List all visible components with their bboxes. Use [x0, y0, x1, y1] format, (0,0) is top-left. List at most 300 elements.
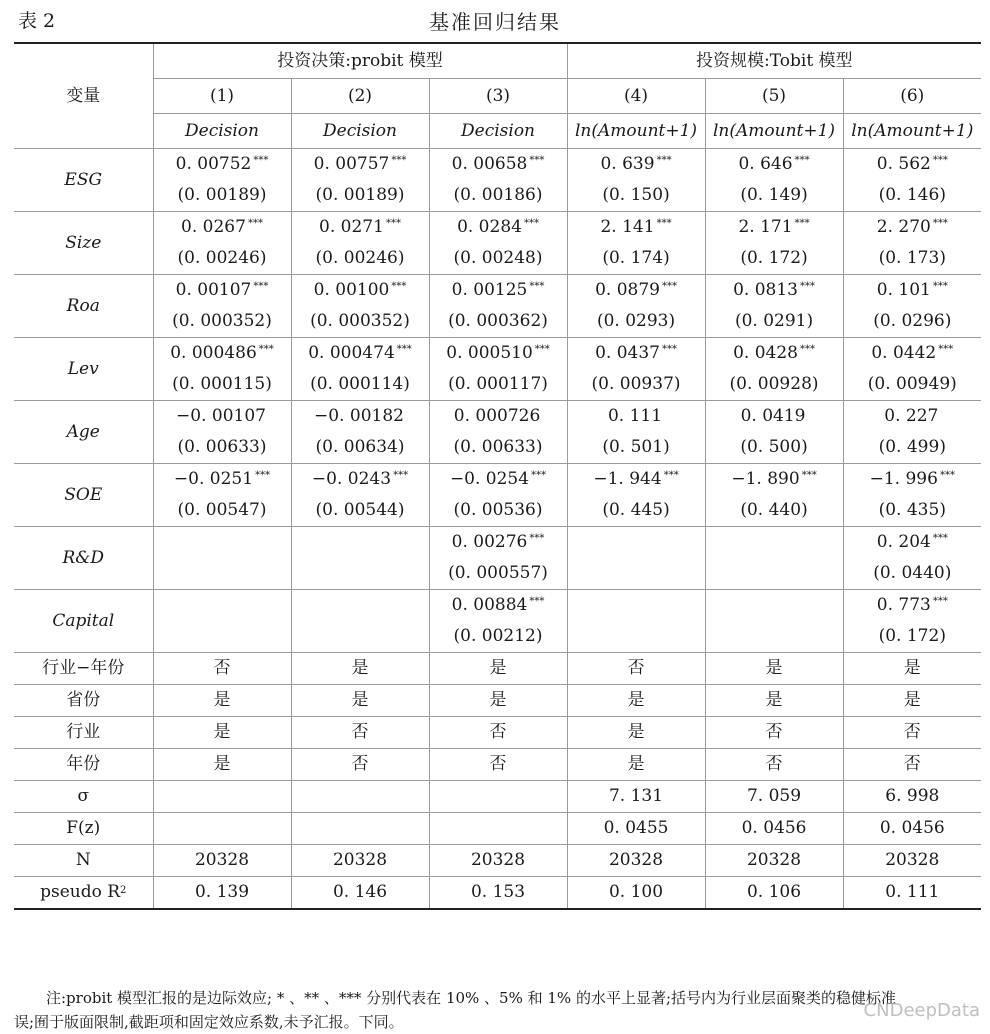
standard-error: (0. 00189)	[315, 185, 405, 205]
coefficient-value: 0. 000486	[170, 343, 257, 363]
estimate-cell	[567, 275, 705, 338]
coefficient-value: 0. 0437	[595, 343, 660, 363]
fixed-effect-value: 是	[291, 685, 429, 717]
estimate-cell	[843, 527, 981, 590]
coefficient	[844, 149, 982, 180]
coefficient	[430, 464, 567, 495]
coefficient-value: 0. 111	[607, 406, 663, 426]
standard-error: (0. 172)	[740, 248, 808, 268]
statistic-value: 0. 111	[843, 877, 981, 910]
significance-stars: ***	[656, 155, 672, 166]
coefficient	[568, 606, 705, 637]
standard-error: (0. 0440)	[873, 563, 952, 583]
significance-stars: ***	[531, 470, 547, 481]
statistic-value	[291, 781, 429, 813]
estimate-cell	[429, 212, 567, 275]
row-label	[14, 877, 153, 910]
fixed-effect-value: 否	[705, 717, 843, 749]
estimate-cell	[843, 464, 981, 527]
statistic-value: 0. 0456	[705, 813, 843, 845]
note-line-2: 误;囿于版面限制,截距项和固定效应系数,未予汇报。下同。	[14, 1013, 404, 1031]
coefficient	[844, 590, 982, 621]
coefficient	[154, 606, 291, 637]
table-row	[14, 590, 981, 653]
significance-stars: ***	[656, 218, 672, 229]
estimate-cell	[705, 338, 843, 401]
fixed-effect-value: 是	[153, 685, 291, 717]
header-row-numbers	[14, 79, 981, 114]
coefficient-value: 0. 0442	[871, 343, 937, 363]
coefficient-value: 0. 639	[600, 154, 655, 174]
dependent-variable: Decision	[153, 114, 291, 149]
statistic-label-superscript: 2	[120, 885, 127, 896]
fixed-effect-value: 否	[153, 653, 291, 685]
standard-error: (0. 00544)	[315, 500, 405, 520]
fixed-effect-value: 是	[567, 717, 705, 749]
significance-stars: ***	[932, 596, 948, 607]
standard-error: (0. 435)	[878, 500, 946, 520]
row-label	[14, 813, 153, 845]
coefficient	[568, 212, 705, 243]
statistic-label: N	[75, 850, 91, 870]
significance-stars: ***	[529, 281, 545, 292]
estimate-cell	[567, 527, 705, 590]
fixed-effect-value: 是	[705, 685, 843, 717]
standard-error: (0. 00937)	[591, 374, 681, 394]
coefficient-value: 0. 0267	[181, 217, 246, 237]
significance-stars: ***	[247, 218, 263, 229]
significance-stars: ***	[932, 155, 948, 166]
coefficient-value: 0. 562	[876, 154, 931, 174]
standard-error: (0. 0296)	[873, 311, 952, 331]
regression-table	[14, 42, 981, 910]
statistic-value: 20328	[291, 845, 429, 877]
standard-error: (0. 00536)	[453, 500, 543, 520]
estimate-cell	[153, 464, 291, 527]
coefficient	[706, 606, 843, 637]
header-row-depvars	[14, 114, 981, 149]
coefficient-value: −0. 00182	[314, 406, 404, 426]
estimate-cell	[291, 590, 429, 653]
statistic-value: 20328	[153, 845, 291, 877]
significance-stars: ***	[939, 470, 955, 481]
standard-error: (0. 499)	[878, 437, 946, 457]
significance-stars: ***	[258, 344, 274, 355]
coefficient-value: −0. 0243	[311, 469, 392, 489]
coefficient	[706, 338, 843, 369]
header-row-groups	[14, 43, 981, 79]
fixed-effect-value: 是	[567, 685, 705, 717]
table-row	[14, 338, 981, 401]
standard-error: (0. 500)	[740, 437, 808, 457]
coefficient	[292, 606, 429, 637]
estimate-cell	[291, 464, 429, 527]
variable-name: ESG	[14, 149, 153, 212]
coefficient	[706, 401, 843, 432]
estimate-cell	[567, 464, 705, 527]
coefficient-value: −0. 00107	[176, 406, 266, 426]
coefficient-value: 0. 0419	[740, 406, 806, 426]
estimate-cell	[843, 149, 981, 212]
coefficient	[430, 527, 567, 558]
coefficient	[430, 401, 567, 432]
coefficient	[430, 212, 567, 243]
coefficient	[430, 275, 567, 306]
standard-error: (0. 00949)	[867, 374, 957, 394]
statistic-value: 0. 0455	[567, 813, 705, 845]
coefficient-value: −1. 996	[869, 469, 938, 489]
significance-stars: ***	[523, 218, 539, 229]
coefficient-value: 0. 00125	[451, 280, 528, 300]
coefficient-value: 0. 0879	[595, 280, 660, 300]
significance-stars: ***	[253, 281, 269, 292]
estimate-cell	[153, 212, 291, 275]
coefficient	[844, 338, 982, 369]
statistic-value: 7. 131	[567, 781, 705, 813]
statistic-label: pseudo R	[40, 882, 121, 902]
coefficient	[292, 464, 429, 495]
coefficient	[292, 543, 429, 574]
coefficient-value: 2. 270	[876, 217, 931, 237]
significance-stars: ***	[661, 281, 677, 292]
row-label: 省份	[14, 685, 153, 717]
significance-stars: ***	[396, 344, 412, 355]
coefficient-value: 0. 00276	[451, 532, 528, 552]
standard-error: (0. 0291)	[734, 311, 814, 331]
coefficient	[568, 401, 705, 432]
coefficient	[706, 275, 843, 306]
estimate-cell	[705, 275, 843, 338]
significance-stars: ***	[253, 155, 269, 166]
coefficient-value: −0. 0251	[173, 469, 254, 489]
coefficient-value: 0. 00752	[175, 154, 252, 174]
significance-stars: ***	[661, 344, 677, 355]
standard-error: (0. 00248)	[453, 248, 543, 268]
fixed-effect-value: 否	[843, 717, 981, 749]
fixed-effect-value: 否	[291, 717, 429, 749]
standard-error: (0. 445)	[602, 500, 670, 520]
estimate-cell	[153, 527, 291, 590]
coefficient-value: 0. 0813	[733, 280, 798, 300]
variable-name: Size	[14, 212, 153, 275]
fixed-effect-value: 是	[429, 653, 567, 685]
fixed-effect-value: 否	[429, 717, 567, 749]
standard-error: (0. 00633)	[177, 437, 267, 457]
coefficient	[292, 401, 429, 432]
table-row	[14, 401, 981, 464]
significance-stars: ***	[529, 155, 545, 166]
statistic-value	[291, 813, 429, 845]
estimate-cell	[705, 464, 843, 527]
estimate-cell	[843, 590, 981, 653]
watermark: CNDeepData	[863, 1000, 980, 1021]
standard-error: (0. 000557)	[448, 563, 548, 583]
coefficient	[292, 212, 429, 243]
coefficient-value: 0. 646	[738, 154, 793, 174]
estimate-cell	[705, 149, 843, 212]
significance-stars: ***	[799, 281, 815, 292]
significance-stars: ***	[391, 155, 407, 166]
coefficient-value: −0. 0254	[449, 469, 530, 489]
coefficient	[844, 212, 982, 243]
estimate-cell	[291, 149, 429, 212]
coefficient-value: 0. 0271	[319, 217, 384, 237]
coefficient	[430, 590, 567, 621]
coefficient-value: 0. 00658	[451, 154, 528, 174]
coefficient-value: 0. 227	[884, 406, 939, 426]
coefficient-value: 0. 00107	[175, 280, 252, 300]
coefficient	[568, 464, 705, 495]
coefficient-value: 0. 204	[876, 532, 931, 552]
estimate-cell	[153, 275, 291, 338]
statistic-value	[429, 781, 567, 813]
coefficient-value: 2. 171	[738, 217, 793, 237]
significance-stars: ***	[794, 218, 810, 229]
statistic-value: 20328	[567, 845, 705, 877]
estimate-cell	[429, 590, 567, 653]
row-label: 年份	[14, 749, 153, 781]
coefficient-value: 0. 00757	[313, 154, 390, 174]
row-label: 行业	[14, 717, 153, 749]
coefficient	[844, 275, 982, 306]
fixed-effect-value: 否	[705, 749, 843, 781]
standard-error: (0. 00928)	[729, 374, 819, 394]
variable-name: Lev	[14, 338, 153, 401]
coefficient	[844, 401, 982, 432]
statistic-value: 6. 998	[843, 781, 981, 813]
table-row	[14, 464, 981, 527]
coefficient	[568, 338, 705, 369]
estimate-cell	[843, 212, 981, 275]
standard-error: (0. 000352)	[310, 311, 410, 331]
note-line-1: 注:probit 模型汇报的是边际效应; * 、** 、*** 分别代表在 10% 、5% 和 1% 的水平上显著;括号内为行业层面聚类的稳健标准	[46, 989, 897, 1007]
col-number: (1)	[153, 79, 291, 114]
estimate-cell	[153, 590, 291, 653]
fixed-effect-value: 否	[843, 749, 981, 781]
statistic-row	[14, 781, 981, 813]
variable-name: R&D	[14, 527, 153, 590]
coefficient	[292, 338, 429, 369]
fixed-effect-value: 否	[429, 749, 567, 781]
coefficient	[568, 543, 705, 574]
coefficient	[154, 464, 291, 495]
col-number: (4)	[567, 79, 705, 114]
significance-stars: ***	[799, 344, 815, 355]
standard-error: (0. 000362)	[448, 311, 548, 331]
standard-error: (0. 150)	[602, 185, 670, 205]
estimate-cell	[429, 464, 567, 527]
standard-error: (0. 172)	[878, 626, 946, 646]
coefficient-value: 0. 00884	[451, 595, 528, 615]
coefficient	[706, 543, 843, 574]
coefficient	[430, 338, 567, 369]
fixed-effect-row	[14, 685, 981, 717]
coefficient	[154, 275, 291, 306]
fixed-effect-value: 是	[291, 653, 429, 685]
estimate-cell	[567, 338, 705, 401]
estimate-cell	[291, 338, 429, 401]
statistic-value: 7. 059	[705, 781, 843, 813]
statistic-value: 20328	[843, 845, 981, 877]
estimate-cell	[291, 527, 429, 590]
table-row	[14, 275, 981, 338]
standard-error: (0. 146)	[878, 185, 946, 205]
table-note	[14, 986, 984, 1034]
variable-name: Age	[14, 401, 153, 464]
statistic-row	[14, 877, 981, 910]
standard-error: (0. 000114)	[310, 374, 410, 394]
significance-stars: ***	[932, 218, 948, 229]
fixed-effect-value: 是	[843, 685, 981, 717]
standard-error: (0. 000117)	[448, 374, 548, 394]
standard-error: (0. 501)	[602, 437, 670, 457]
coefficient	[706, 464, 843, 495]
dependent-variable: Decision	[429, 114, 567, 149]
estimate-cell	[567, 149, 705, 212]
estimate-cell	[705, 527, 843, 590]
estimate-cell	[567, 590, 705, 653]
standard-error: (0. 00634)	[315, 437, 405, 457]
estimate-cell	[567, 212, 705, 275]
standard-error: (0. 000115)	[172, 374, 272, 394]
significance-stars: ***	[794, 155, 810, 166]
estimate-cell	[153, 401, 291, 464]
statistic-value	[153, 781, 291, 813]
statistic-row	[14, 845, 981, 877]
coefficient-value: 0. 0428	[733, 343, 798, 363]
significance-stars: ***	[932, 281, 948, 292]
standard-error: (0. 00212)	[453, 626, 543, 646]
table-row	[14, 527, 981, 590]
estimate-cell	[153, 338, 291, 401]
dependent-variable: ln(Amount+1)	[843, 114, 981, 149]
significance-stars: ***	[801, 470, 817, 481]
variable-name: Capital	[14, 590, 153, 653]
variable-name: SOE	[14, 464, 153, 527]
significance-stars: ***	[529, 533, 545, 544]
fixed-effect-value: 否	[291, 749, 429, 781]
coefficient	[844, 527, 982, 558]
significance-stars: ***	[255, 470, 271, 481]
coefficient	[154, 149, 291, 180]
statistic-value: 0. 153	[429, 877, 567, 910]
dependent-variable: ln(Amount+1)	[567, 114, 705, 149]
tobit-group-header: 投资规模:Tobit 模型	[567, 43, 981, 79]
coefficient	[154, 338, 291, 369]
fixed-effect-value: 是	[429, 685, 567, 717]
col-number: (3)	[429, 79, 567, 114]
estimate-cell	[291, 401, 429, 464]
coefficient-value: 0. 101	[876, 280, 931, 300]
coefficient	[154, 212, 291, 243]
statistic-label: σ	[77, 786, 90, 806]
dependent-variable: Decision	[291, 114, 429, 149]
row-label: 行业−年份	[14, 653, 153, 685]
col-number: (5)	[705, 79, 843, 114]
standard-error: (0. 00547)	[177, 500, 267, 520]
standard-error: (0. 00186)	[453, 185, 543, 205]
estimate-cell	[843, 275, 981, 338]
estimate-cell	[429, 149, 567, 212]
statistic-value: 0. 0456	[843, 813, 981, 845]
dependent-variable: ln(Amount+1)	[705, 114, 843, 149]
col-number: (6)	[843, 79, 981, 114]
significance-stars: ***	[391, 281, 407, 292]
coefficient-value: 2. 141	[600, 217, 655, 237]
estimate-cell	[291, 212, 429, 275]
standard-error: (0. 000352)	[172, 311, 272, 331]
statistic-value: 20328	[429, 845, 567, 877]
coefficient-value: 0. 000726	[453, 406, 541, 426]
variable-name: Roa	[14, 275, 153, 338]
estimate-cell	[291, 275, 429, 338]
table-title: 基准回归结果	[429, 10, 561, 34]
table-row	[14, 212, 981, 275]
coefficient	[292, 149, 429, 180]
standard-error: (0. 00246)	[177, 248, 267, 268]
estimate-cell	[429, 527, 567, 590]
table-caption: 表 2	[18, 10, 56, 32]
standard-error: (0. 440)	[740, 500, 808, 520]
statistic-label: F(z)	[66, 818, 101, 838]
coefficient	[568, 275, 705, 306]
variable-header: 变量	[14, 43, 153, 149]
coefficient-value: −1. 890	[731, 469, 800, 489]
significance-stars: ***	[938, 344, 954, 355]
standard-error: (0. 00633)	[453, 437, 543, 457]
coefficient	[844, 464, 982, 495]
coefficient	[706, 149, 843, 180]
coefficient-value: 0. 000474	[308, 343, 395, 363]
statistic-value	[429, 813, 567, 845]
statistic-value: 0. 106	[705, 877, 843, 910]
standard-error: (0. 00189)	[177, 185, 267, 205]
estimate-cell	[705, 590, 843, 653]
standard-error: (0. 00246)	[315, 248, 405, 268]
fixed-effect-value: 否	[567, 653, 705, 685]
coefficient-value: 0. 0284	[457, 217, 522, 237]
estimate-cell	[843, 338, 981, 401]
significance-stars: ***	[393, 470, 409, 481]
fixed-effect-value: 是	[843, 653, 981, 685]
coefficient	[430, 149, 567, 180]
statistic-value	[153, 813, 291, 845]
fixed-effect-value: 是	[705, 653, 843, 685]
table-row	[14, 149, 981, 212]
significance-stars: ***	[529, 596, 545, 607]
coefficient-value: −1. 944	[593, 469, 662, 489]
fixed-effect-row	[14, 717, 981, 749]
fixed-effect-row	[14, 653, 981, 685]
estimate-cell	[429, 338, 567, 401]
significance-stars: ***	[663, 470, 679, 481]
coefficient	[154, 401, 291, 432]
fixed-effect-value: 是	[153, 749, 291, 781]
fixed-effect-value: 是	[153, 717, 291, 749]
row-label	[14, 781, 153, 813]
significance-stars: ***	[534, 344, 550, 355]
statistic-value: 0. 100	[567, 877, 705, 910]
statistic-row	[14, 813, 981, 845]
col-number: (2)	[291, 79, 429, 114]
estimate-cell	[567, 401, 705, 464]
coefficient	[706, 212, 843, 243]
estimate-cell	[153, 149, 291, 212]
standard-error: (0. 149)	[740, 185, 808, 205]
estimate-cell	[705, 401, 843, 464]
estimate-cell	[429, 401, 567, 464]
coefficient-value: 0. 000510	[446, 343, 533, 363]
